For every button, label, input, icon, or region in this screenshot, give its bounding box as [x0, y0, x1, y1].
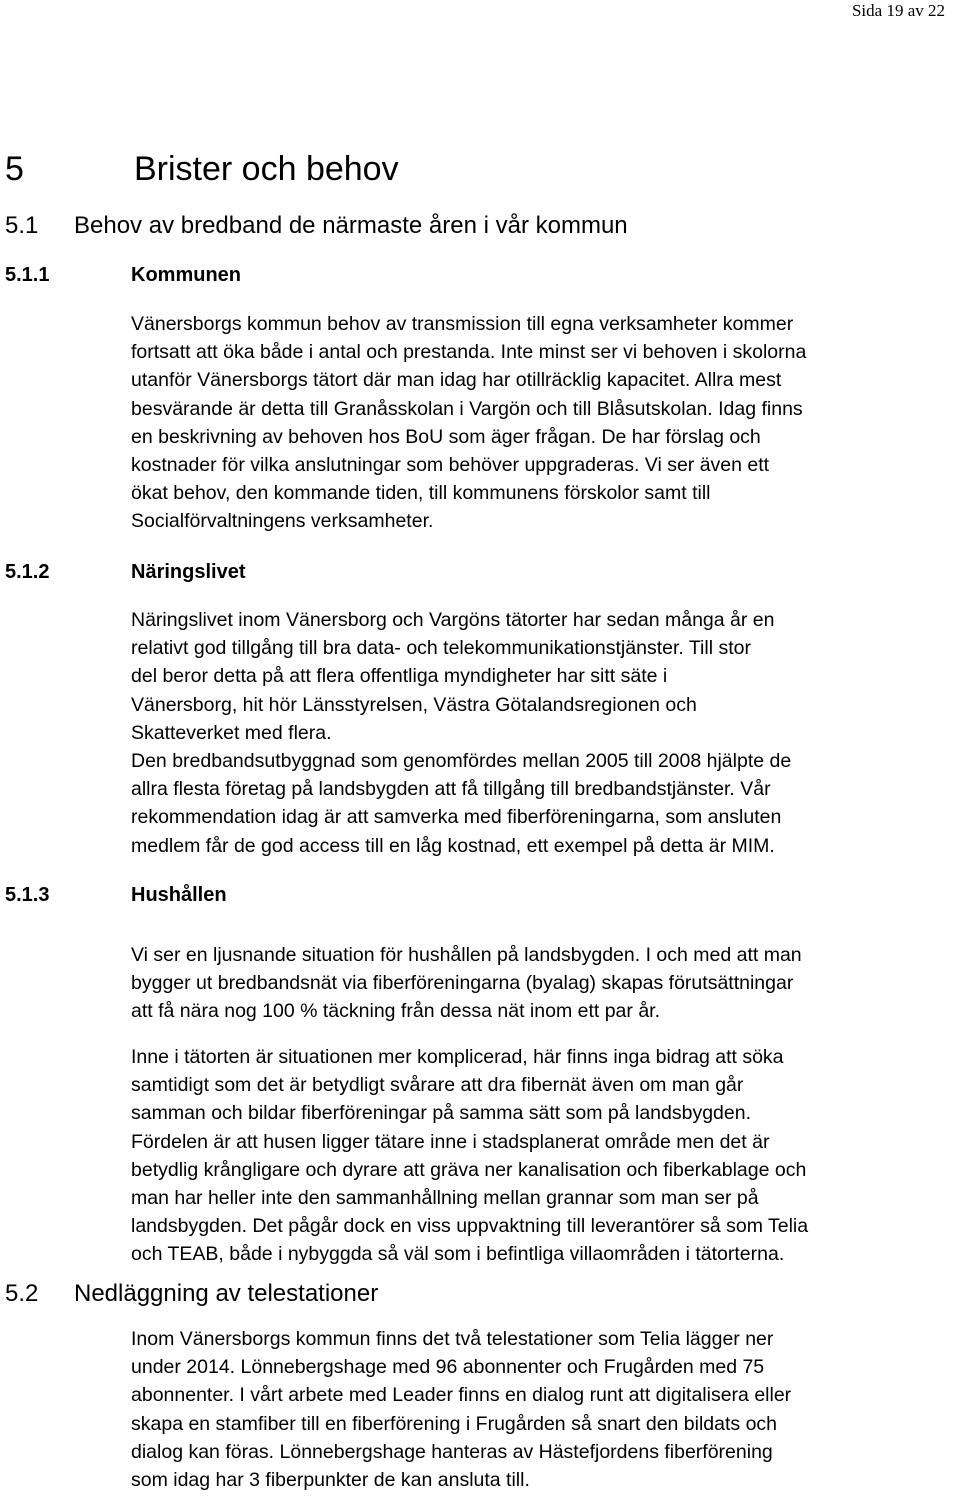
text-line: Inne i tätorten är situationen mer komplicerad, här finns inga bidrag att söka [131, 1046, 784, 1068]
text-line: allra flesta företag på landsbygden att få tillgång till bredbandstjänster. Vår [131, 778, 771, 801]
text-line: besvärande är detta till Granåsskolan i Vargön och till Blåsutskolan. Idag finns [131, 397, 803, 420]
page-number: Sida 19 av 22 [851, 1, 945, 20]
text-line: abonnenter. I vårt arbete med Leader finns en dialog runt att digitalisera eller [131, 1384, 792, 1407]
heading-5-1-title: Behov av bredband de närmaste åren i vår kommun [74, 212, 628, 239]
heading-5 [5, 150, 399, 189]
text-line: att få nära nog 100 % täckning från dessa nät inom ett par år. [131, 1000, 660, 1023]
text-line: relativt god tillgång till bra data- och telekommunikationstjänster. Till stor [131, 637, 751, 660]
text-line: samtidigt som det är betydligt svårare att dra fibernät även om man går [131, 1074, 744, 1097]
text-line: under 2014. Lönnebergshage med 96 abonnenter och Frugården med 75 [131, 1356, 765, 1379]
text-line: kostnader för vilka anslutningar som behöver uppgraderas. Vi ser även ett [131, 454, 770, 477]
text-line: Vi ser en ljusnande situation för hushållen på landsbygden. I och med att man [131, 944, 802, 966]
text-line: Skatteverket med flera. [131, 721, 332, 744]
text-line: Vänersborg, hit hör Länsstyrelsen, Västra Götalandsregionen och [131, 693, 697, 716]
text-line: Socialförvaltningens verksamheter. [131, 510, 434, 533]
heading-5-1-3-title: Hushållen [131, 884, 227, 906]
paragraph-hushallen-2 [131, 1043, 957, 1269]
heading-5-1-1-title: Kommunen [131, 264, 241, 286]
text-line: en beskrivning av behoven hos BoU som äger frågan. De har förslag och [131, 425, 761, 448]
text-line: del beror detta på att flera offentliga myndigheter har sitt säte i [131, 665, 668, 688]
text-line: landsbygden. Det pågår dock en viss uppvaktning till leverantörer så som Telia [131, 1215, 809, 1238]
heading-5-1-1-number: 5.1.1 [5, 264, 50, 286]
text-line: Vänersborgs kommun behov av transmission till egna verksamheter kommer [131, 313, 794, 335]
text-line: Den bredbandsutbyggnad som genomfördes mellan 2005 till 2008 hjälpte de [131, 750, 792, 773]
heading-5-1 [5, 212, 628, 240]
paragraph-kommunen [131, 310, 957, 536]
text-line: Inom Vänersborgs kommun finns det två telestationer som Telia lägger ner [131, 1328, 774, 1350]
heading-5-number: 5 [5, 150, 24, 188]
heading-5-1-2-number: 5.1.2 [5, 561, 50, 583]
text-line: samman och bildar fiberföreningar på samma sätt som på landsbygden. [131, 1102, 751, 1125]
text-line: Fördelen är att husen ligger tätare inne i stadsplanerat område men det är [131, 1130, 770, 1153]
text-line: dialog kan föras. Lönnebergshage hanteras av Hästefjordens fiberförening [131, 1440, 773, 1463]
heading-5-1-3-number: 5.1.3 [5, 884, 50, 906]
heading-5-2-number: 5.2 [5, 1280, 39, 1307]
heading-5-title: Brister och behov [134, 150, 399, 188]
text-line: och TEAB, både i nybyggda så väl som i befintliga villaområden i tätorterna. [131, 1243, 785, 1266]
text-line: rekommendation idag är att samverka med fiberföreningarna, som ansluten [131, 806, 782, 829]
heading-5-1-2 [5, 561, 245, 584]
text-line: man har heller inte den sammanhållning mellan grannar som man ser på [131, 1187, 759, 1210]
text-line: medlem får de god access till en låg kostnad, ett exempel på detta är MIM. [131, 834, 775, 857]
text-line: ökat behov, den kommande tiden, till kommunens förskolor samt till [131, 482, 711, 505]
paragraph-hushallen-1 [131, 941, 957, 1026]
text-line: som idag har 3 fiberpunkter de kan ansluta till. [131, 1469, 530, 1492]
text-line: Näringslivet inom Vänersborg och Vargöns tätorter har sedan många år en [131, 609, 775, 631]
paragraph-naringslivet [131, 606, 957, 860]
heading-5-2-title: Nedläggning av telestationer [74, 1280, 379, 1307]
heading-5-1-1 [5, 264, 241, 287]
heading-5-2 [5, 1280, 378, 1308]
text-line: fortsatt att öka både i antal och prestanda. Inte minst ser vi behoven i skolorna [131, 341, 807, 364]
heading-5-1-number: 5.1 [5, 212, 39, 239]
text-line: skapa en stamfiber till en fiberförening i Frugården så snart den bildats och [131, 1412, 778, 1435]
text-line: betydlig krångligare och dyrare att gräva ner kanalisation och fiberkablage och [131, 1158, 807, 1181]
text-line: bygger ut bredbandsnät via fiberföreningarna (byalag) skapas förutsättningar [131, 972, 794, 995]
paragraph-telestationer [131, 1325, 957, 1494]
heading-5-1-2-title: Näringslivet [131, 561, 246, 583]
text-line: utanför Vänersborgs tätort där man idag har otillräcklig kapacitet. Allra mest [131, 369, 782, 392]
heading-5-1-3 [5, 884, 227, 907]
